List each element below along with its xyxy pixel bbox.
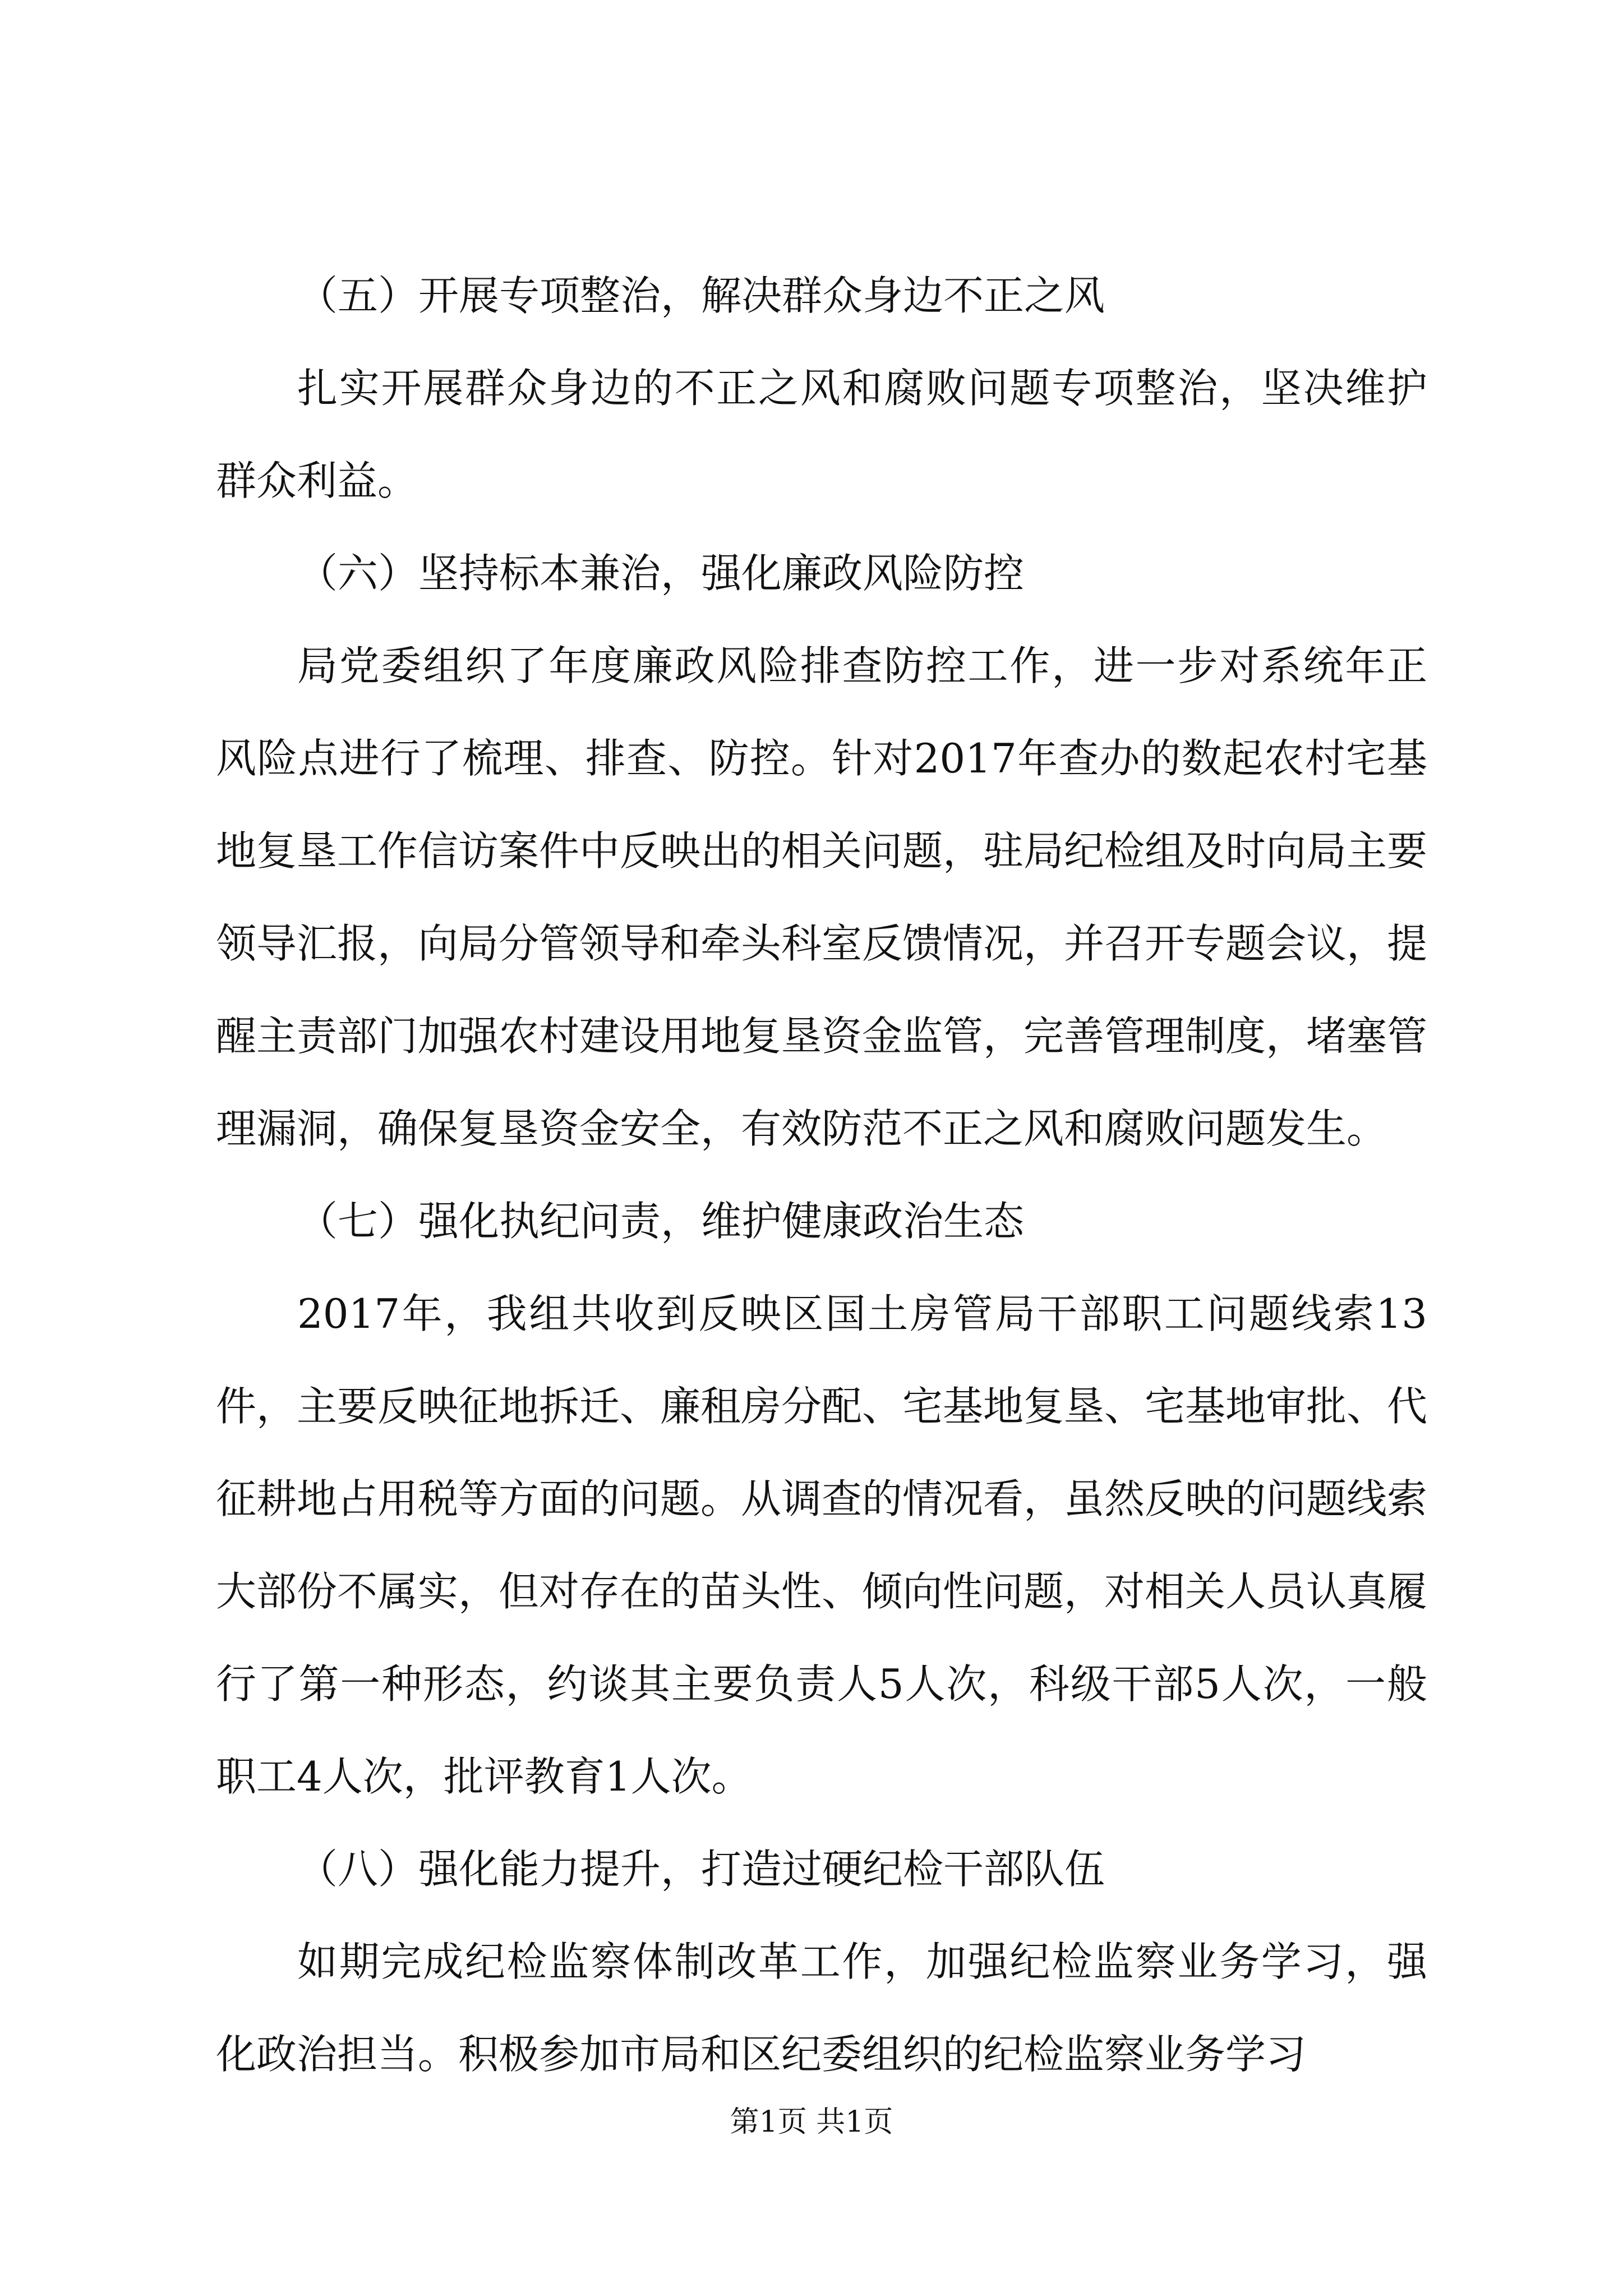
paragraph-8: 如期完成纪检监察体制改革工作，加强纪检监察业务学习，强化政治担当。积极参加市局和区纪委组织的纪检监察业务学习 bbox=[216, 1938, 1427, 2078]
document-body bbox=[216, 250, 1427, 2101]
page-number-footer: 第1页 共1页 bbox=[730, 2105, 893, 2139]
section-heading-5: （五）开展专项整治，解决群众身边不正之风 bbox=[297, 272, 1105, 319]
paragraph-7: 2017年，我组共收到反映区国土房管局干部职工问题线索13件，主要反映征地拆迁、廉租房分配、宅基地复垦、宅基地审批、代征耕地占用税等方面的问题。从调查的情况看，虽然反映的问题线索大部份不属实，但对存在的苗头性、倾向性问题，对相关人员认真履行了第一种形态，约谈其主要负责人5人次，科级干部5人次，一般职工4人次，批评教育1人次。 bbox=[216, 1290, 1428, 1800]
section-heading-7: （七）强化执纪问责，维护健康政治生态 bbox=[297, 1198, 1025, 1245]
section-heading-6: （六）坚持标本兼治，强化廉政风险防控 bbox=[297, 550, 1025, 597]
paragraph-5: 扎实开展群众身边的不正之风和腐败问题专项整治，坚决维护群众利益。 bbox=[216, 365, 1427, 504]
paragraph-6: 局党委组织了年度廉政风险排查防控工作，进一步对系统年正风险点进行了梳理、排查、防控。针对2017年查办的数起农村宅基地复垦工作信访案件中反映出的相关问题，驻局纪检组及时向局主要领导汇报，向局分管领导和牵头科室反馈情况，并召开专题会议，提醒主责部门加强农村建设用地复垦资金监管，完善管理制度，堵塞管理漏洞，确保复垦资金安全，有效防范不正之风和腐败问题发生。 bbox=[216, 642, 1428, 1152]
section-heading-8: （八）强化能力提升，打造过硬纪检干部队伍 bbox=[297, 1846, 1105, 1893]
